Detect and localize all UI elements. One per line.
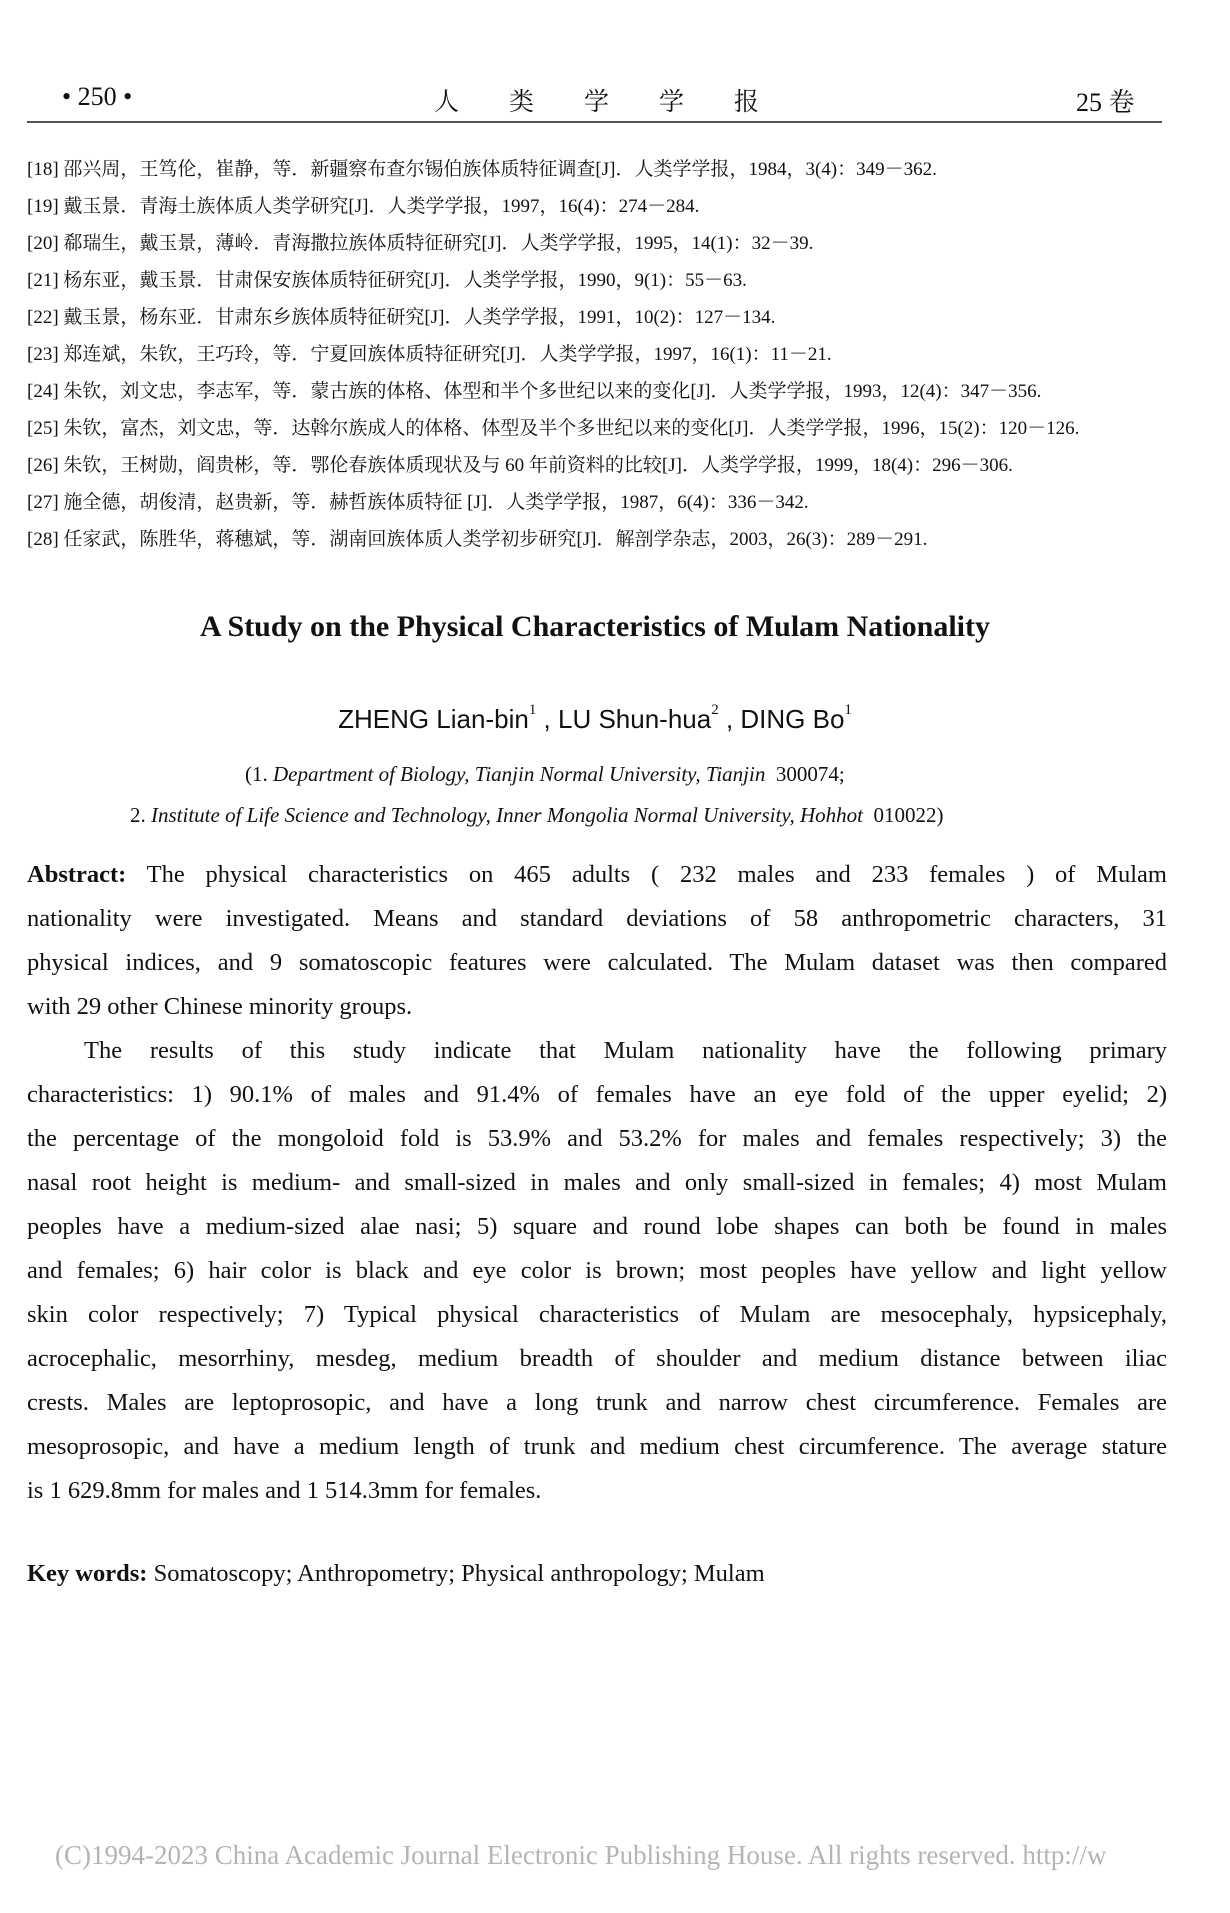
abstract-line: mesoprosopic, and have a medium length of trunk and medium chest circumference. The average stature [27, 1433, 1167, 1460]
reference-item [27, 196, 699, 218]
reference-text: 朱钦，刘文忠，李志军，等．蒙古族的体格、体型和半个多世纪以来的变化[J]．人类学学报，1993，12(4)：347－356. [63, 381, 1042, 402]
reference-item [27, 492, 809, 514]
affiliation-1 [245, 762, 845, 787]
reference-text: 朱钦，富杰，刘文忠，等．达斡尔族成人的体格、体型及半个多世纪以来的变化[J]．人类学学报，1996，15(2)：120－126. [63, 418, 1080, 439]
reference-number: [20] [27, 233, 59, 254]
keywords-label: Key words: [27, 1560, 148, 1587]
reference-number: [19] [27, 196, 59, 217]
reference-text: 郑连斌，朱钦，王巧玲，等．宁夏回族体质特征研究[J]．人类学学报，1997，16(1)：11－21. [63, 344, 832, 365]
journal-name: 人 类 学 学 报 [434, 89, 760, 116]
reference-text: 戴玉景．青海土族体质人类学研究[J]．人类学学报，1997，16(4)：274－284. [63, 196, 700, 217]
keywords-text: Somatoscopy; Anthropometry; Physical anthropology; Mulam [153, 1560, 765, 1587]
reference-number: [24] [27, 381, 59, 402]
abstract-line: acrocephalic, mesorrhiny, mesdeg, medium breadth of shoulder and medium distance between iliac [27, 1345, 1167, 1372]
postal-code: 010022) [873, 803, 944, 827]
reference-item [27, 529, 927, 551]
reference-number: [28] [27, 529, 59, 550]
reference-number: [22] [27, 307, 59, 328]
volume-label: 25 卷 [1076, 88, 1135, 117]
reference-number: [21] [27, 270, 59, 291]
keywords [27, 1560, 765, 1588]
author-separator: , [536, 704, 558, 734]
reference-item [27, 307, 775, 329]
abstract-line: physical indices, and 9 somatoscopic features were calculated. The Mulam dataset was then compared [27, 949, 1167, 976]
abstract-line: is 1 629.8mm for males and 1 514.3mm for females. [27, 1477, 542, 1504]
author-list [0, 702, 1190, 735]
abstract-line: characteristics: 1) 90.1% of males and 91.4% of females have an eye fold of the upper eyelid; 2) [27, 1081, 1167, 1108]
reference-item [27, 455, 1013, 477]
author-separator: , [718, 704, 741, 734]
abstract-line: with 29 other Chinese minority groups. [27, 993, 413, 1020]
abstract-line: skin color respectively; 7) Typical physical characteristics of Mulam are mesocephaly, hypsicephaly, [27, 1301, 1167, 1328]
reference-item [27, 159, 937, 181]
abstract-line: and females; 6) hair color is black and eye color is brown; most peoples have yellow and light yellow [27, 1257, 1167, 1284]
abstract-line: peoples have a medium-sized alae nasi; 5) square and round lobe shapes can both be found in males [27, 1213, 1167, 1240]
affiliation-text: Department of Biology, Tianjin Normal University, Tianjin [273, 762, 766, 786]
abstract-label: Abstract: [27, 861, 127, 888]
abstract-line: The results of this study indicate that Mulam nationality have the following primary [84, 1037, 1167, 1064]
copyright-footer: (C)1994-2023 China Academic Journal Electronic Publishing House. All rights reserved. http://w [55, 1840, 1107, 1870]
postal-code: 300074; [775, 762, 845, 786]
reference-number: [25] [27, 418, 59, 439]
author-name: LU Shun-hua [557, 704, 712, 734]
reference-text: 邵兴周，王笃伦，崔静，等．新疆察布查尔锡伯族体质特征调查[J]．人类学学报，1984，3(4)：349－362. [63, 159, 937, 180]
article-title: A Study on the Physical Characteristics of Mulam Nationality [200, 610, 990, 643]
affiliation-text: Institute of Life Science and Technology, Inner Mongolia Normal University, Hohhot [151, 803, 863, 827]
abstract-line: the percentage of the mongoloid fold is 53.9% and 53.2% for males and females respectively; 3) the [27, 1125, 1167, 1152]
abstract-line: nasal root height is medium- and small-sized in males and only small-sized in females; 4) most Mulam [27, 1169, 1167, 1196]
author-name: DING Bo [740, 704, 845, 734]
affiliation-prefix: 2. [130, 803, 146, 827]
reference-text: 郗瑞生，戴玉景，薄岭．青海撒拉族体质特征研究[J]．人类学学报，1995，14(1)：32－39. [63, 233, 814, 254]
reference-text: 任家武，陈胜华，蒋穗斌，等．湖南回族体质人类学初步研究[J]．解剖学杂志，2003，26(3)：289－291. [63, 529, 928, 550]
reference-number: [23] [27, 344, 59, 365]
reference-text: 杨东亚，戴玉景．甘肃保安族体质特征研究[J]．人类学学报，1990，9(1)：55－63. [63, 270, 747, 291]
reference-text: 朱钦，王树勋，阎贵彬，等．鄂伦春族体质现状及与 60 年前资料的比较[J]．人类学学报，1999，18(4)：296－306. [63, 455, 1013, 476]
reference-text: 施全德，胡俊清，赵贵新，等．赫哲族体质特征 [J]．人类学学报，1987，6(4)：336－342. [63, 492, 809, 513]
reference-number: [27] [27, 492, 59, 513]
reference-number: [18] [27, 159, 59, 180]
reference-item [27, 344, 832, 366]
reference-number: [26] [27, 455, 59, 476]
reference-item [27, 233, 813, 255]
author-affiliation-mark: 1 [528, 702, 537, 718]
author-affiliation-mark: 1 [844, 702, 852, 718]
author-name: ZHENG Lian-bin [338, 704, 529, 734]
reference-item [27, 270, 747, 292]
author-affiliation-mark: 2 [711, 702, 719, 718]
abstract-line [27, 860, 1167, 890]
header-rule [27, 121, 1162, 123]
abstract-line: nationality were investigated. Means and standard deviations of 58 anthropometric characters, 31 [27, 905, 1167, 932]
affiliation-2 [130, 803, 943, 828]
reference-item [27, 381, 1041, 403]
page-number: • 250 • [62, 82, 133, 111]
affiliation-prefix: (1. [245, 762, 268, 786]
abstract-line: crests. Males are leptoprosopic, and have a long trunk and narrow chest circumference. Females are [27, 1389, 1167, 1416]
reference-text: 戴玉景，杨东亚．甘肃东乡族体质特征研究[J]．人类学学报，1991，10(2)：127－134. [63, 307, 776, 328]
abstract-text: The physical characteristics on 465 adults ( 232 males and 233 females ) of Mulam [146, 861, 1167, 888]
reference-item [27, 418, 1079, 440]
